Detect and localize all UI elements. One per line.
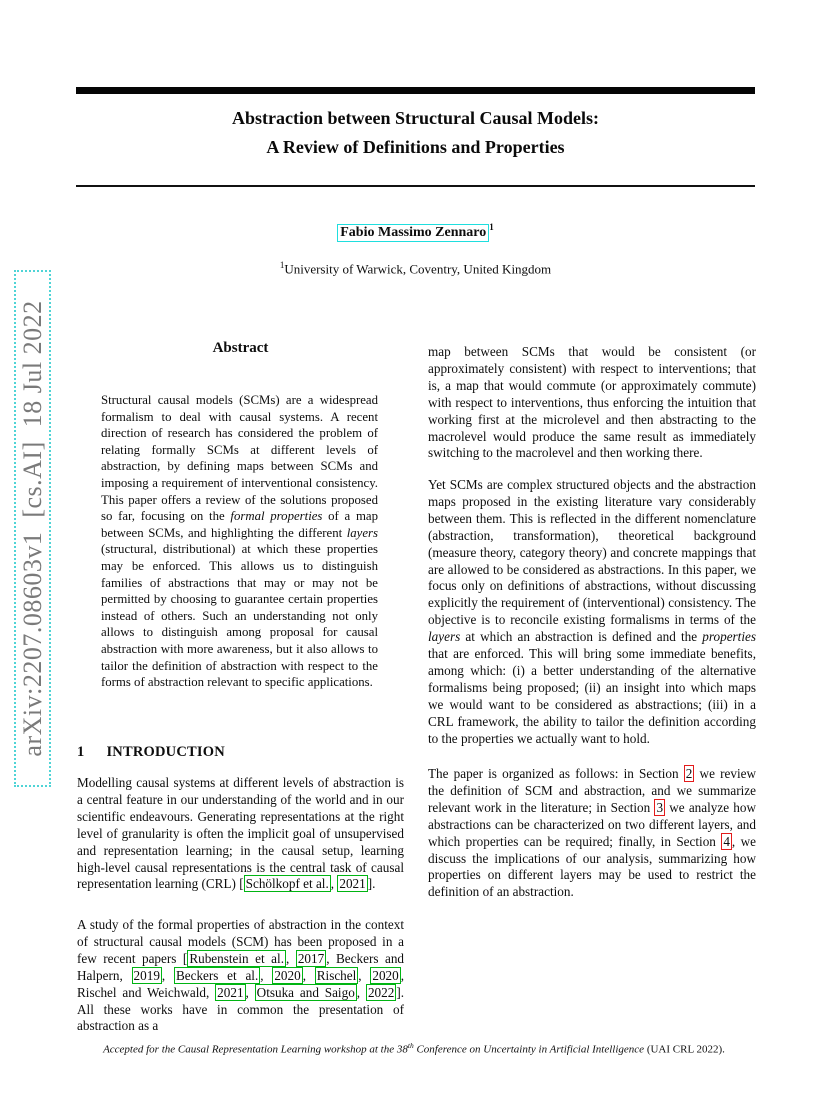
text-segment: Structural causal models (SCMs) are a widespread formalism to deal with causal systems. A recent direction of research has considered the problem of relating formally SCMs at different levels of abstraction, by defining maps between SCMs and imposing a requirement of interventional consistency. This paper offers a review of the solutions proposed so far, focusing on the xyxy=(101,393,378,524)
emphasis-text: properties xyxy=(702,629,756,645)
title-rule-top xyxy=(76,87,755,94)
affiliation-mark: 1 xyxy=(279,260,285,270)
citation-link[interactable]: 2020 xyxy=(274,967,301,983)
text-segment: , xyxy=(286,950,296,966)
text-segment: ]. All these works have in common the presentation of abstraction as a xyxy=(77,984,405,1034)
citation-link[interactable]: 2021 xyxy=(339,876,366,892)
text-segment: Modelling causal systems at different levels of abstraction is a central feature in our understanding of the world and in our scientific endeavours. Generating representations at the right level of granularity is often the implicit goal of unsupervised and representation learning; in the causal setup, learning high-level causal representations is the central task of causal representation learning (CRL) [ xyxy=(77,775,404,892)
text-segment: , xyxy=(356,984,366,1000)
text-segment: Conference on Uncertainty in Artificial Intelligence xyxy=(413,1043,645,1056)
acceptance-footnote xyxy=(30,1041,798,1056)
text-segment: we review the definition of SCM and abstraction, and we summarize relevant work in the literature; in Section xyxy=(428,766,756,815)
text-segment: , Rischel and Weichwald, xyxy=(77,967,405,1000)
text-segment: Accepted for the Causal Representation Learning workshop at the 38 xyxy=(103,1043,408,1056)
text-segment: The paper is organized as follows: in Section xyxy=(428,766,684,781)
citation-link[interactable]: Rubenstein et al. xyxy=(189,950,284,966)
citation-link[interactable]: Otsuka and Saigo xyxy=(256,984,355,1000)
text-segment: , xyxy=(245,984,255,1000)
section-heading-introduction xyxy=(77,744,404,761)
citation-link[interactable]: 2017 xyxy=(297,950,325,966)
text-segment: map between SCMs that would be consistent (or approximately consistent) with respect to interventions; that is, a map that would commute (or approximately commute) with respect to interventions, thus enforcing the intuition that working first at the microlevel and then abstracting to the macrolevel would produce the same result as immediately switching to the macrolevel and then working there. xyxy=(428,344,756,461)
author-affiliation-mark: 1 xyxy=(489,222,494,232)
text-segment: , xyxy=(161,967,174,983)
paper-title-line2: A Review of Definitions and Properties xyxy=(266,137,565,157)
section-ref-link[interactable]: 3 xyxy=(656,799,664,815)
section-ref-link[interactable]: 4 xyxy=(723,833,730,849)
text-segment: Yet SCMs are complex structured objects and the abstraction maps proposed in the existing literature vary considerably between them. This is reflected in the different nomenclature (abstraction, transformation), theoretical background (measure theory, category theory) and concrete mappings that are allowed to be considered as abstractions. In this paper, we focus only on definitions of abstractions, without discussing explicitly the requirement of (interventional) consistency. The objective is to reconcile existing formalisms in terms of the xyxy=(428,477,756,628)
section-label: INTRODUCTION xyxy=(106,744,225,760)
right-column-paragraph-3 xyxy=(428,766,756,901)
citation-link[interactable]: 2020 xyxy=(372,967,399,983)
citation-link[interactable]: 2022 xyxy=(367,984,395,1000)
text-segment: that are enforced. This will bring some immediate benefits, among which: (i) a better understanding of the alternative formalisms being proposed; (ii) an insight into which maps we would want to be considered as abstractions; (iii) in a CRL framework, the ability to tailor the definition according to the properties we actually want to hold. xyxy=(428,646,756,746)
emphasis-text: layers xyxy=(346,525,378,540)
right-column-paragraph-1 xyxy=(428,344,756,462)
text-segment: , xyxy=(302,967,315,983)
text-segment: we analyze how abstractions can be characterized on two different layers, and which properties can be required; finally, in Section xyxy=(428,799,756,849)
text-segment: ]. xyxy=(367,876,376,892)
intro-paragraph-1 xyxy=(77,775,404,893)
title-rule-bottom xyxy=(76,185,755,187)
citation-link[interactable]: Rischel xyxy=(316,967,357,983)
citation-link[interactable]: 2021 xyxy=(217,984,244,1000)
affiliation-line xyxy=(76,260,755,277)
author-link[interactable] xyxy=(337,224,489,242)
abstract-heading: Abstract xyxy=(212,340,269,356)
citation-link[interactable]: Beckers et al. xyxy=(175,967,259,983)
author-name: Fabio Massimo Zennaro xyxy=(340,224,487,240)
text-segment: at which an abstraction is defined and the xyxy=(460,629,703,645)
text-segment: (UAI CRL 2022). xyxy=(644,1043,725,1056)
text-segment: , xyxy=(358,967,371,983)
text-segment: , Beckers and Halpern, xyxy=(77,950,405,983)
emphasis-text: layers xyxy=(428,629,461,645)
author-line xyxy=(76,222,755,242)
paper-title-line1: Abstraction between Structural Causal Models: xyxy=(232,108,599,128)
text-segment: , xyxy=(260,967,273,983)
emphasis-text: formal properties xyxy=(230,509,323,524)
text-segment: of a map between SCMs, and highlighting the different xyxy=(101,509,378,540)
section-number: 1 xyxy=(77,744,85,760)
ordinal-superscript: th xyxy=(407,1041,414,1050)
arxiv-watermark xyxy=(14,270,51,787)
abstract-body xyxy=(101,392,378,691)
text-segment: , xyxy=(330,876,338,892)
section-ref-link[interactable]: 2 xyxy=(685,766,693,781)
text-segment: A study of the formal properties of abstraction in the context of structural causal models (SCM) has been proposed in a few recent papers [ xyxy=(77,917,404,966)
affiliation-text: University of Warwick, Coventry, United Kingdom xyxy=(284,261,552,277)
citation-link[interactable]: 2019 xyxy=(133,967,160,983)
text-segment: (structural, distributional) at which these properties may be enforced. This allows us to distinguish families of abstractions that may or may not be permitted by choosing to guarantee certain properties instead of others. Such an understanding not only allows to distinguish among proposal for causal abstraction with more awareness, but it also allows to tailor the definition of abstraction with respect to the forms of abstraction relevant to specific applications. xyxy=(101,542,378,690)
intro-paragraph-2 xyxy=(77,917,404,1035)
paper-title xyxy=(76,104,755,162)
text-segment: , we discuss the implications of our analysis, summarizing how properties on different layers may be used to restrict the definition of an abstraction. xyxy=(428,833,756,900)
citation-link[interactable]: Schölkopf et al. xyxy=(245,876,329,892)
arxiv-id-text: arXiv:2207.08603v1 [cs.AI] 18 Jul 2022 xyxy=(17,300,47,757)
right-column-paragraph-2 xyxy=(428,477,756,748)
